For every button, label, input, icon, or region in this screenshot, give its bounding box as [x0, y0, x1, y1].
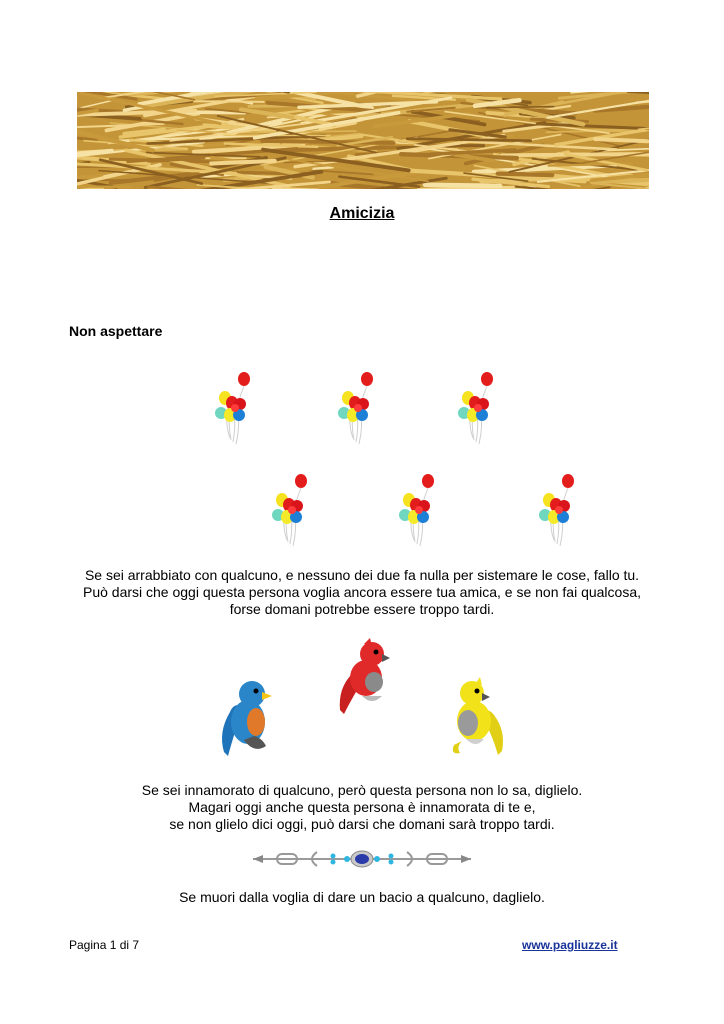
balloon-bunch-icon	[271, 472, 315, 552]
paragraph-line: se non glielo dici oggi, può darsi che domani sarà troppo tardi.	[169, 816, 555, 832]
red-bird-icon	[334, 638, 398, 728]
balloon-bunch-icon	[398, 472, 442, 552]
paragraph-2	[0, 782, 724, 833]
document-title: Amicizia	[329, 205, 395, 222]
paragraph-line: Se muori dalla voglia di dare un bacio a qualcuno, daglielo.	[179, 889, 545, 905]
paragraph-line: Può darsi che oggi questa persona voglia ancora essere tua amica, e se non fai qualcosa,	[82, 584, 642, 600]
paragraph-line: Magari oggi anche questa persona è innamorata di te e,	[188, 799, 536, 815]
straw-banner-image	[77, 92, 649, 189]
paragraph-line: Se sei arrabbiato con qualcuno, e nessuno dei due fa nulla per sistemare le cose, fallo tu.	[84, 567, 640, 583]
paragraph-line: forse domani potrebbe essere troppo tardi.	[229, 601, 495, 617]
section-heading: Non aspettare	[69, 323, 163, 339]
paragraph-3	[0, 889, 724, 906]
paragraph-line: Se sei innamorato di qualcuno, però questa persona non lo sa, diglielo.	[141, 782, 583, 798]
balloon-bunch-icon	[214, 370, 258, 450]
balloon-bunch-icon	[457, 370, 501, 450]
jewel-divider-ornament	[253, 849, 471, 869]
yellow-bird-icon	[446, 675, 510, 765]
blue-bird-icon	[214, 672, 278, 762]
balloon-bunch-icon	[337, 370, 381, 450]
paragraph-1	[0, 567, 724, 618]
balloon-bunch-icon	[538, 472, 582, 552]
footer-page-number: Pagina 1 di 7	[69, 938, 140, 952]
footer-website-link[interactable]: www.pagliuzze.it	[522, 938, 618, 952]
